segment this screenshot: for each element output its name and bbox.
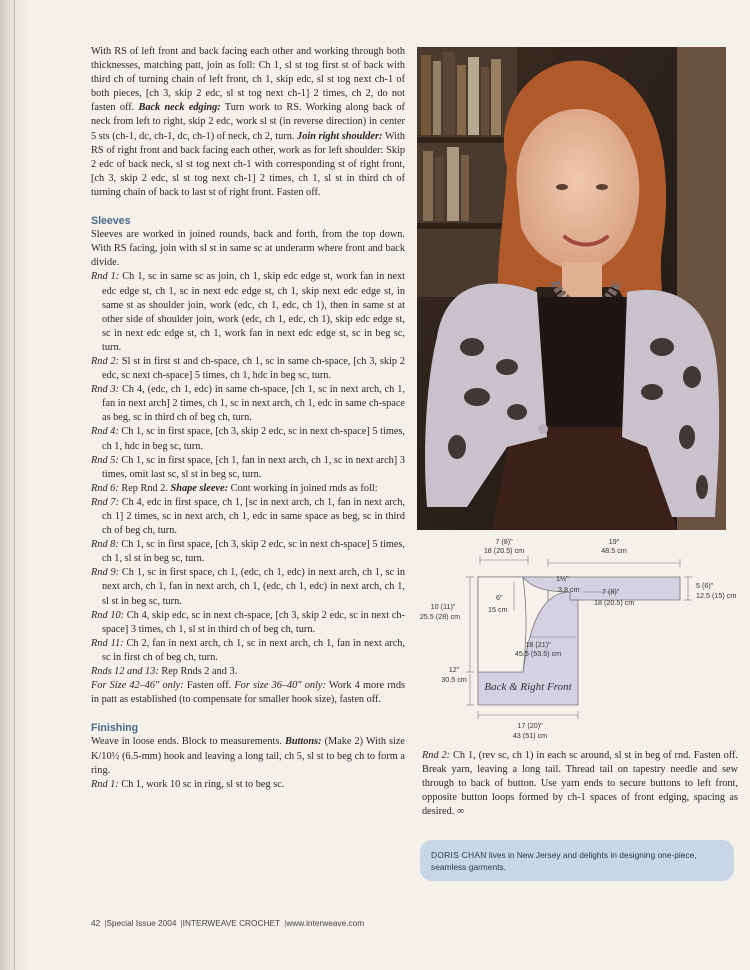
sleeves-intro: Sleeves are worked in joined rounds, back and forth, from the top down. With RS facing, join with sl st in same sc at underarm where front and back divide.	[91, 229, 405, 269]
magazine-url[interactable]: www.interweave.com	[286, 918, 365, 928]
neck-width-cm: 18 (20.5) cm	[483, 546, 525, 555]
round-label: Rnd 7:	[91, 496, 119, 508]
size-note	[91, 679, 405, 707]
hem-width-cm: 43 (51) cm	[512, 731, 548, 740]
round-label: Rnd 4:	[91, 426, 119, 438]
model-photo-illustration	[417, 47, 726, 530]
round-text: Ch 1, sc in first space, [ch 3, skip 2 edc, sc in next ch-space] 5 times, ch 1, sl st in beg sc, turn.	[102, 539, 405, 565]
round-text: Ch 1, sc in same sc as join, ch 1, skip edc edge st, work fan in next edc edge st, ch 1, sc in next edc edge st, ch 1, skip next edc edge st, in same st as shoulder join, work (edc, ch 1, edc, ch 1), then in same st at other side of shoulder join, work (edc, ch 1, edc, ch 1), skip edc edge st, sc in next edc edge st, ch 1, work fan in next edc edge st, sc in beg sc, turn.	[102, 271, 405, 353]
sleeve-round	[91, 454, 405, 482]
right-column	[422, 749, 738, 819]
round-label: Rnd 11:	[91, 637, 124, 649]
intro-paragraph	[91, 45, 405, 200]
round-label: Rnd 2:	[91, 355, 120, 367]
round-text: Ch 4, edc in first space, ch 1, [sc in next arch, ch 1, fan in next arch, ch 1] 2 times, sc in next arch, ch 1, edc in same space as beg, sc in third ch of beg ch, turn.	[102, 496, 405, 537]
six-inch-cm: 15 cm	[488, 605, 508, 614]
join-right-shoulder-label: Join right shoulder:	[297, 130, 383, 142]
finishing-paragraph	[91, 735, 405, 777]
button-round-1	[91, 778, 405, 792]
sleeve-round	[91, 383, 405, 425]
garment-schematic	[418, 532, 748, 742]
button-round-2-text: Ch 1, (rev sc, ch 1) in each sc around, sl st in beg of rnd. Fasten off. Break yarn, leaving a long tail. Thread tail on tapestry needle and sew through to back of button. Use yarn ends to secure buttons to left front, opposite button loops formed by ch-1 spaces of front edging, spacing as desired.	[422, 750, 738, 818]
button-round-1-label: Rnd 1:	[91, 778, 119, 790]
page-spine-shadow	[0, 0, 30, 970]
buttons-label: Buttons:	[284, 736, 322, 748]
round-label: Rnds 12 and 13:	[91, 666, 159, 678]
size-note-label-2: For size 36–40" only:	[234, 680, 326, 692]
size-note-text-2: Work 4 more rnds in patt as established (to compensate for smaller hook size), fasten off.	[91, 680, 405, 706]
schematic-piece-label: Back & Right Front	[484, 681, 572, 693]
sleeve-cm: 18 (20.5) cm	[594, 598, 635, 607]
armhole-inches: 10 (11)"	[430, 602, 456, 611]
six-inch-label: 6"	[496, 593, 503, 602]
round-label: Rnd 1:	[91, 271, 120, 283]
designer-bio-box	[420, 840, 734, 881]
armhole-cm: 25.5 (28) cm	[419, 612, 461, 621]
back-neck-edging-label: Back neck edging:	[138, 102, 221, 114]
small-step-inches: 1½"	[556, 574, 569, 583]
issue-name: Special Issue 2004	[106, 918, 177, 928]
round-label: Rnd 8:	[91, 539, 119, 551]
top-width-cm: 48.5 cm	[601, 546, 627, 555]
sleeve-round	[91, 270, 405, 355]
round-text-continued: Cont working in joined rnds as foll:	[228, 482, 378, 494]
left-column	[91, 45, 405, 792]
finishing-heading: Finishing	[91, 722, 139, 735]
sleeve-round	[91, 665, 405, 679]
sleeve-round	[91, 482, 405, 496]
round-text: Ch 1, sc in first space, [ch 3, skip 2 edc, sc in next ch-space] 5 times, ch 1, hdc in beg sc, turn.	[102, 426, 405, 452]
round-text: Ch 1, sc in first space, ch 1, (edc, ch 1, edc) in next arch, ch 1, sc in next arch, ch 1, fan in next arch, ch 1, (edc, ch 1, edc) in next arch, ch 1, sl st in beg sc, turn.	[102, 567, 405, 607]
finishing-text-2: (Make 2) With size K/10½ (6.5-mm) hook and leaving a long tail, ch 5, sl st to beg ch to form a ring.	[91, 736, 405, 776]
round-text: Ch 2, fan in next arch, ch 1, sc in next arch, ch 1, fan in next arch, sc in first ch of beg ch, turn.	[102, 637, 405, 663]
sleeve-round	[91, 538, 405, 566]
round-text: Ch 4, skip edc, sc in next ch-space, [ch 3, skip 2 edc, sc in next ch-space] 3 times, ch 1, sl st in third ch of beg ch, turn.	[102, 609, 405, 635]
sleeve-round	[91, 609, 405, 637]
sleeve-round	[91, 566, 405, 608]
page-footer: 42 |Special Issue 2004 |INTERWEAVE CROCHET |www.interweave.com	[91, 918, 365, 928]
round-text: Sl st in first st and ch-space, ch 1, sc in same ch-space, [ch 3, skip 2 edc, sc next ch-space] 5 times, ch 1, hdc in beg sc, turn.	[102, 355, 405, 382]
finishing-text-1: Weave in loose ends. Block to measurements.	[91, 736, 285, 748]
neck-width-inches: 7 (8)"	[495, 537, 513, 546]
sleeve-inches: 7 (8)"	[602, 587, 620, 596]
body-length-cm: 30.5 cm	[441, 675, 467, 684]
end-mark: ∞	[456, 806, 465, 818]
hem-width-inches: 17 (20)"	[517, 721, 543, 730]
top-width-inches: 19"	[608, 537, 620, 546]
cuff-cm: 12.5 (15) cm	[696, 591, 737, 600]
round-text: Ch 4, (edc, ch 1, edc) in same ch-space, [ch 1, sc in next arch, ch 1, fan in next arch] 2 times, ch 1, sc in next arch, ch 1, edc in same ch-space as beg, sc in third ch of beg ch, turn.	[102, 384, 405, 424]
round-text: Rep Rnds 2 and 3.	[158, 666, 238, 678]
intro-text-2: Turn work to RS. Working along back of neck from left to right, skip 2 edc, work sl st (in reverse direction) in center 5 sts (ch-1, dc, ch-1, dc, ch-1) of neck, ch 2, turn.	[91, 102, 405, 142]
sleeve-round	[91, 637, 405, 665]
round-text: Rep Rnd 2.	[118, 482, 171, 494]
round-label: Rnd 6:	[91, 482, 119, 494]
size-note-label-1: For Size 42–46" only:	[91, 680, 184, 692]
sleeve-round	[91, 355, 405, 383]
body-length-inches: 12"	[448, 665, 460, 674]
button-round-2-label: Rnd 2:	[422, 750, 451, 761]
intro-text-1: With RS of left front and back facing each other and working through both thicknesses, matching patt, join as foll: Ch 1, sl st tog first st of back with third ch of turning chain of left front, ch 1, skip edc, sl st tog next ch-1 of both pieces, [ch 3, skip 2 edc, sl st tog next ch-1] 2 times, ch 2, do not fasten off.	[91, 46, 405, 114]
front-width-cm: 45.5 (53.5) cm	[514, 649, 562, 658]
schematic-diagram	[418, 532, 748, 742]
designer-name: DORIS CHAN	[431, 850, 487, 860]
front-width-inches: 18 (21)"	[525, 640, 551, 649]
round-text: Ch 1, sc in first space, [ch 1, fan in next arch, ch 1, sc in next arch] 3 times, omit last sc, sl st in beg sc, turn.	[102, 454, 405, 480]
small-step-cm: 3.8 cm	[558, 585, 580, 594]
sleeve-rounds-list	[91, 270, 405, 679]
designer-bio-text: lives in New Jersey and delights in designing one-piece, seamless garments.	[431, 850, 697, 872]
magazine-name: INTERWEAVE CROCHET	[182, 918, 281, 928]
round-bold-label: Shape sleeve:	[170, 482, 229, 494]
sleeves-heading: Sleeves	[91, 215, 131, 228]
button-round-1-text: Ch 1, work 10 sc in ring, sl st to beg sc.	[118, 778, 285, 790]
button-round-2	[422, 749, 738, 819]
round-label: Rnd 10:	[91, 609, 125, 621]
round-label: Rnd 9:	[91, 567, 120, 579]
sleeve-round	[91, 496, 405, 538]
round-label: Rnd 3:	[91, 384, 120, 396]
cuff-inches: 5 (6)"	[696, 581, 714, 590]
round-label: Rnd 5:	[91, 454, 119, 466]
intro-text-3: With RS of right front and back facing each other, work as for left shoulder: Skip 2 edc of back neck, sl st tog next ch-1 with corresponding st of right front, [ch 3, skip 2 edc, sl st tog next ch-1] 2 times, ch 1, sl st in third ch of turning chain of back to last st of right front. Fasten off.	[91, 130, 405, 198]
size-note-text-1: Fasten off.	[183, 680, 235, 692]
sleeve-round	[91, 425, 405, 453]
page-number: 42	[91, 918, 101, 928]
model-photo	[417, 47, 726, 530]
designer-bio	[420, 840, 734, 873]
